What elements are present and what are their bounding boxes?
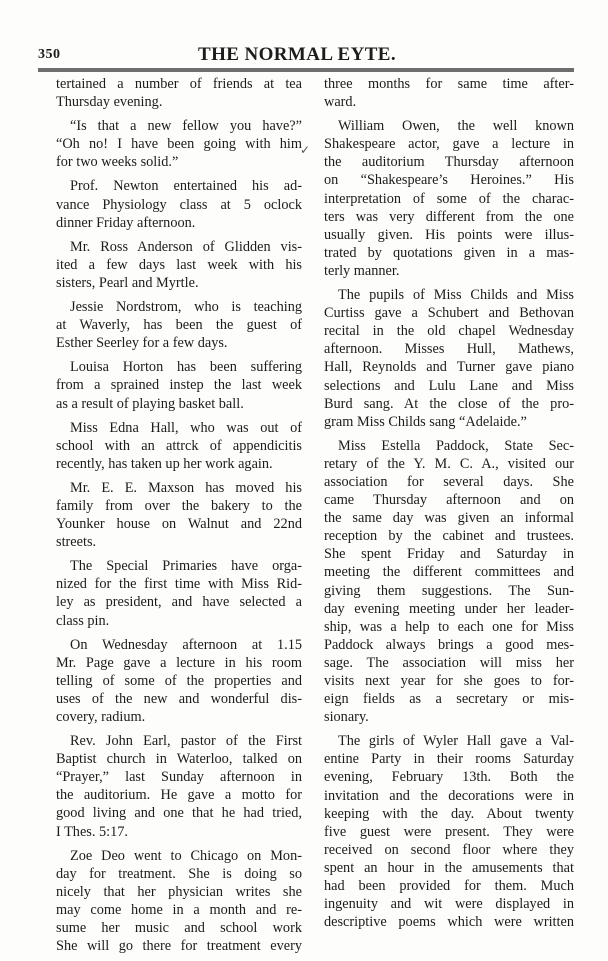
news-item-paragraph — [310, 732, 574, 931]
text-line: ship, was a help to each one for Miss — [324, 618, 574, 635]
text-line: “Oh no! I have been going with him — [56, 136, 302, 153]
text-line: visits next year for she goes to for- — [324, 673, 574, 689]
news-item-paragraph — [310, 286, 574, 431]
news-item-paragraph — [42, 298, 302, 352]
text-line: for two weeks solid.” — [56, 154, 179, 171]
text-line: descriptive poems which were written — [324, 914, 574, 931]
text-line: ley as president, and have selected a — [56, 594, 302, 611]
text-line: recital in the old chapel Wednesday — [324, 323, 574, 340]
text-line: usually given. His points were illus- — [324, 226, 574, 243]
text-line: “Is that a new fellow you have?” — [70, 118, 302, 135]
news-item-paragraph — [42, 358, 302, 412]
text-line: nicely that her physician writes she — [56, 883, 302, 900]
text-line: ters was very different from the one — [324, 208, 574, 225]
text-line: Curtiss gave a Schubert and Bethovan — [324, 305, 574, 322]
news-item-paragraph — [310, 437, 574, 727]
text-line: ward. — [324, 94, 357, 111]
text-line: Mr. Page gave a lecture in his room — [56, 654, 302, 671]
text-line: streets. — [56, 534, 97, 551]
text-line: Burd sang. At the close of the pro- — [324, 395, 574, 412]
text-line: Mr. E. E. Maxson has moved his — [70, 479, 302, 496]
text-line: Zoe Deo went to Chicago on Mon- — [70, 847, 302, 864]
text-line: Jessie Nordstrom, who is teaching — [70, 299, 302, 316]
page-header — [38, 40, 480, 66]
text-line: Esther Seerley for a few days. — [56, 335, 228, 352]
news-item-paragraph — [42, 419, 302, 473]
text-line: sume her music and school work — [56, 920, 302, 937]
news-item-paragraph — [42, 117, 302, 171]
text-line: trated by quotations given in a mas- — [324, 244, 574, 261]
text-line: the auditorium Thursday afternoon — [324, 154, 574, 171]
news-item-paragraph — [310, 117, 574, 280]
text-line: Younker house on Walnut and 22nd — [56, 516, 302, 533]
text-line: gram Miss Childs sang “Adelaide.” — [324, 413, 527, 430]
text-line: eign fields as a secretary or mis- — [324, 691, 574, 708]
text-line: sisters, Pearl and Myrtle. — [56, 274, 199, 291]
text-line: recently, has taken up her work again. — [56, 455, 273, 472]
news-item-paragraph — [42, 732, 302, 841]
text-line: Thursday evening. — [56, 94, 163, 111]
text-line: uses of the new and wonderful dis- — [56, 690, 302, 707]
text-line: three months for same time after- — [324, 76, 574, 92]
text-line: the auditorium. He gave a motto for — [56, 787, 302, 804]
text-line: selections and Lulu Lane and Miss — [324, 377, 574, 394]
text-line: terly manner. — [324, 262, 400, 279]
text-line: ited a few days last week with his — [56, 256, 302, 273]
text-line: On Wednesday afternoon at 1.15 — [70, 636, 302, 653]
text-line: association for several days. She — [324, 473, 574, 490]
text-line: tertained a number of friends at tea — [56, 76, 302, 92]
news-item-paragraph — [42, 479, 302, 551]
continued-paragraph — [42, 75, 302, 111]
text-line: received on second floor where they — [324, 841, 574, 858]
text-line: as a result of playing basket ball. — [56, 395, 244, 412]
text-line: Mr. Ross Anderson of Glidden vis- — [70, 238, 302, 255]
news-item-paragraph — [42, 177, 302, 231]
text-line: Hall, Reynolds and Turner gave piano — [324, 359, 574, 376]
text-line: Baptist church in Waterloo, talked on — [56, 751, 302, 768]
text-line: day for treatment. She is doing so — [56, 865, 302, 882]
text-line: day evening meeting under her leader- — [324, 600, 574, 617]
text-line: came Thursday afternoon and on — [324, 492, 574, 509]
text-line: sage. The association will miss her — [324, 654, 574, 671]
text-line: reception by the cabinet and trustees. — [324, 528, 574, 545]
journal-title: THE NORMAL EYTE. — [198, 44, 397, 65]
text-line: keeping with the day. About twenty — [324, 805, 574, 822]
text-line: sionary. — [324, 709, 369, 726]
text-line: the same day was given an informal — [324, 510, 574, 527]
text-line: dinner Friday afternoon. — [56, 214, 196, 231]
text-line: five guest were present. They were — [324, 823, 574, 840]
right-column — [310, 75, 574, 937]
news-item-paragraph — [42, 557, 302, 629]
news-item-paragraph — [42, 847, 302, 956]
text-line: at Waverly, has been the guest of — [56, 317, 302, 334]
news-item-paragraph — [42, 636, 302, 726]
news-item-paragraph — [42, 238, 302, 292]
text-line: interpretation of some of the charac- — [324, 190, 574, 207]
text-line: school with an attrck of appendicitis — [56, 437, 302, 454]
text-line: spent an hour in the amusements that — [324, 859, 574, 876]
text-line: I Thes. 5:17. — [56, 823, 129, 840]
text-line: She will go there for treatment every — [56, 938, 302, 955]
text-line: vance Physiology class at 5 oclock — [56, 196, 302, 213]
text-line: meeting the different committees and — [324, 564, 574, 581]
text-line: from a sprained instep the last week — [56, 377, 302, 394]
text-line: invitation and the decorations were in — [324, 787, 574, 804]
continued-paragraph — [310, 75, 574, 111]
header-rule — [38, 68, 574, 72]
text-line: had been provided for them. Much — [324, 878, 574, 895]
left-column — [42, 75, 302, 961]
text-line: nized for the first time with Miss Rid- — [56, 576, 302, 593]
text-line: She spent Friday and Saturday in — [324, 546, 574, 563]
text-line: ingenuity and wit were displayed in — [324, 896, 574, 913]
text-line: Shakespeare actor, gave a lecture in — [324, 136, 574, 153]
text-line: The girls of Wyler Hall gave a Val- — [338, 733, 574, 750]
text-line: “Prayer,” last Sunday afternoon in — [56, 769, 302, 786]
text-line: entine Party in their rooms Saturday — [324, 751, 574, 768]
text-line: The pupils of Miss Childs and Miss — [338, 287, 574, 304]
text-line: Miss Estella Paddock, State Sec- — [338, 437, 574, 454]
text-line: Louisa Horton has been suffering — [70, 359, 302, 376]
text-line: retary of the Y. M. C. A., visited our — [324, 455, 574, 472]
text-line: afternoon. Misses Hull, Mathews, — [324, 341, 574, 358]
margin-check-mark-icon: ✓ — [300, 143, 311, 157]
text-line: telling of some of the properties and — [56, 672, 302, 689]
text-line: The Special Primaries have orga- — [70, 558, 302, 575]
text-line: evening, February 13th. Both the — [324, 769, 574, 786]
text-line: Prof. Newton entertained his ad- — [70, 178, 302, 195]
text-line: William Owen, the well known — [338, 118, 574, 135]
text-line: good living and one that he had tried, — [56, 805, 302, 822]
text-line: covery, radium. — [56, 709, 146, 725]
page-number: 350 — [38, 47, 61, 62]
text-line: Rev. John Earl, pastor of the First — [70, 733, 302, 750]
text-line: Paddock always brings a good mes- — [324, 636, 574, 653]
text-line: giving them suggestions. The Sun- — [324, 582, 574, 599]
text-line: Miss Edna Hall, who was out of — [70, 419, 302, 436]
text-line: on “Shakespeare’s Heroines.” His — [324, 172, 574, 189]
text-line: class pin. — [56, 612, 110, 629]
text-line: may come home in a month and re- — [56, 901, 302, 918]
text-line: family from over the bakery to the — [56, 497, 302, 514]
